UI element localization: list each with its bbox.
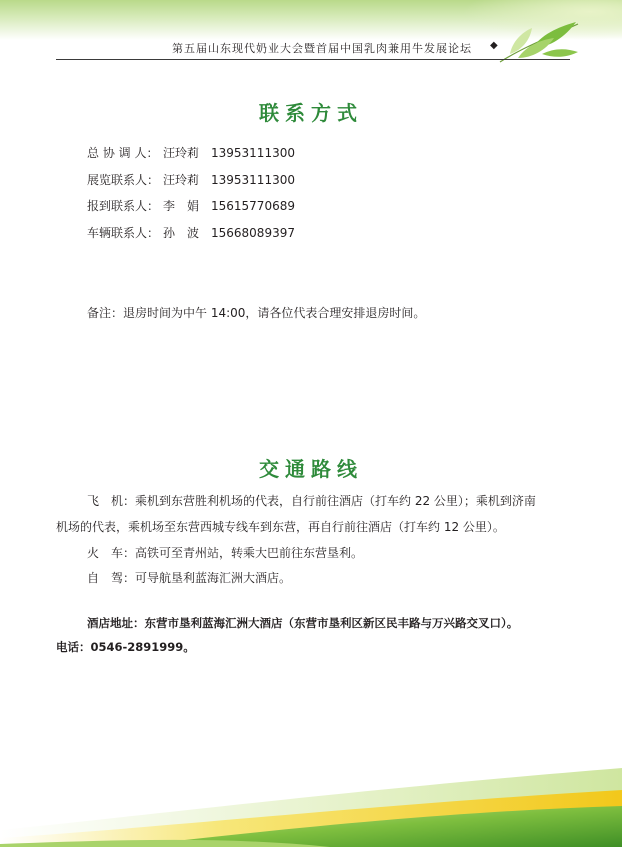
contact-name: 孙 波 bbox=[163, 226, 200, 240]
flight-text-1: 乘机到东营胜利机场的代表，自行前往酒店（打车约 22 公里）；乘机到济南 bbox=[135, 494, 536, 508]
train-route-line bbox=[87, 544, 363, 561]
train-label: 火 车： bbox=[87, 546, 136, 560]
bottom-wave-decoration bbox=[0, 760, 622, 847]
leaf-decoration-icon bbox=[492, 18, 582, 68]
contact-name: 汪玲莉 bbox=[163, 146, 200, 160]
contact-phone: 13953111300 bbox=[211, 146, 295, 160]
contact-row bbox=[87, 144, 295, 161]
contact-row bbox=[87, 197, 295, 214]
car-label: 自 驾： bbox=[87, 571, 136, 585]
header-title: 第五届山东现代奶业大会暨首届中国乳肉兼用牛发展论坛 bbox=[172, 42, 472, 55]
hotel-address: 酒店地址：东营市垦利蓝海汇洲大酒店（东营市垦利区新区民丰路与万兴路交叉口）。 bbox=[87, 616, 519, 630]
contact-label: 车辆联系人： bbox=[87, 226, 160, 240]
car-route-line bbox=[87, 569, 291, 586]
train-text: 高铁可至青州站，转乘大巴前往东营垦利。 bbox=[135, 546, 364, 560]
traffic-section-title: 交通路线 bbox=[259, 457, 363, 481]
contact-phone: 13953111300 bbox=[211, 173, 295, 187]
contact-section-title: 联系方式 bbox=[259, 101, 363, 125]
checkout-note: 备注：退房时间为中午 14:00，请各位代表合理安排退房时间。 bbox=[87, 306, 426, 320]
contact-label: 报到联系人： bbox=[87, 199, 160, 213]
contact-label: 展览联系人： bbox=[87, 173, 160, 187]
contact-phone: 15615770689 bbox=[211, 199, 295, 213]
flight-route-line bbox=[87, 492, 536, 509]
flight-label: 飞 机： bbox=[87, 494, 136, 508]
header-divider bbox=[56, 59, 570, 60]
flight-text-2: 机场的代表，乘机场至东营西城专线车到东营，再自行前往酒店（打车约 12 公里）。 bbox=[56, 520, 505, 534]
hotel-phone: 电话：0546-2891999。 bbox=[56, 640, 195, 654]
contact-phone: 15668089397 bbox=[211, 226, 295, 240]
contact-row bbox=[87, 171, 295, 188]
car-text: 可导航垦利蓝海汇洲大酒店。 bbox=[135, 571, 292, 585]
header-diamond-icon: ◆ bbox=[490, 40, 498, 51]
contact-name: 李 娟 bbox=[163, 199, 200, 213]
contact-row bbox=[87, 224, 295, 241]
contact-name: 汪玲莉 bbox=[163, 173, 200, 187]
contact-label: 总 协 调 人： bbox=[87, 146, 159, 160]
